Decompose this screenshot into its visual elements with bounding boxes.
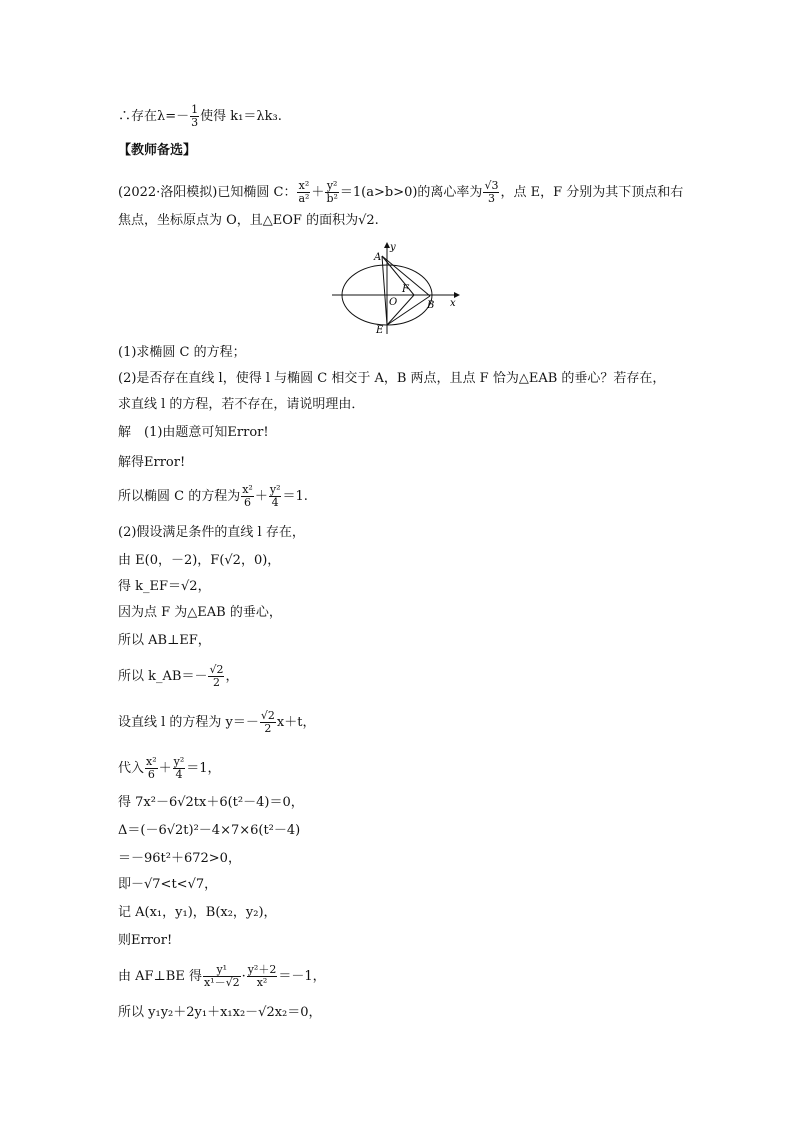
solution-line: (2)假设满足条件的直线 l 存在， <box>118 525 305 540</box>
question-1: (1)求椭圆 C 的方程； <box>118 345 246 360</box>
solution-line-equation: 设直线 l 的方程为 y＝－ $\frac{√2}{2}$ x＋t， <box>118 709 316 735</box>
fraction: $\frac{\text{y¹}}{\text{x¹－√2}}$ <box>203 963 240 989</box>
fraction: $\frac{\text{y²}}{4}$ <box>173 755 185 781</box>
solution-line: 记 A(x₁，y₁)，B(x₂，y₂)， <box>118 905 277 920</box>
solution-line: 即－√7<t<√7， <box>118 877 218 892</box>
solution-line: ＝－96t²＋672>0， <box>118 851 241 866</box>
question-2-line1: (2)是否存在直线 l，使得 l 与椭圆 C 相交于 A，B 两点，且点 F 恰为△EAB 的垂心？若存在， <box>118 371 666 386</box>
segment-ae <box>382 256 387 325</box>
solution-line: 所以 y₁y₂＋2y₁＋x₁x₂－√2x₂＝0， <box>118 1005 322 1020</box>
section-heading: 【教师备选】 <box>118 143 197 158</box>
label-e: E <box>376 325 384 336</box>
ellipse-diagram <box>330 240 462 336</box>
solution-slope-ab: 所以 k_AB＝－ $\frac{√2}{2}$ ， <box>118 663 239 689</box>
fraction: $\frac{√3}{3}$ <box>484 179 499 205</box>
solution-substitute: 代入 $\frac{\text{x²}}{6}$ ＋ $\frac{\text{y²}}{4}$ ＝1， <box>118 755 221 781</box>
fraction: $\frac{√2}{2}$ <box>209 663 224 689</box>
solution-start: 解 (1)由题意可知Error! <box>118 425 269 440</box>
fraction: $\frac{\text{x²}}{6}$ <box>242 483 253 509</box>
label-o: O <box>389 297 398 308</box>
fraction: $\frac{√2}{2}$ <box>260 709 275 735</box>
label-y: y <box>390 242 396 253</box>
label-b: B <box>427 300 435 311</box>
solution-line: Δ＝(－6√2t)²－4×7×6(t²－4) <box>118 823 301 838</box>
solution-line: 由 E(0，－2)，F(√2，0)， <box>118 553 281 568</box>
question-2-line2: 求直线 l 的方程，若不存在，请说明理由． <box>118 397 365 412</box>
solution-line: 所以 AB⊥EF， <box>118 633 211 648</box>
fraction: $\frac{1}{3}$ <box>191 103 199 129</box>
solution-line: 得 7x²－6√2tx＋6(t²－4)＝0， <box>118 795 304 810</box>
fraction: $\frac{\text{x²}}{\text{a²}}$ <box>298 179 310 205</box>
solution-line: 得 k_EF＝√2， <box>118 579 211 594</box>
solution-line: 因为点 F 为△EAB 的垂心， <box>118 605 282 620</box>
fraction: $\frac{\text{y²}}{\text{b²}}$ <box>326 179 338 205</box>
label-x: x <box>450 298 456 309</box>
problem-statement-line1: (2022·洛阳模拟)已知椭圆 C： $\frac{\text{x²}}{\text{a²}}$ ＋ $\frac{\text{y²}}{\text{b²}}$ ＝1(a>b>0)的离心率为 $\frac{√3}{3}$ ，点 E，F 分别为其下顶点和右 <box>118 179 684 205</box>
solution-ellipse-equation: 所以椭圆 C 的方程为 $\frac{\text{x²}}{6}$ ＋ $\frac{\text{y²}}{4}$ ＝1. <box>118 483 308 509</box>
solution-perpendicular: 由 AF⊥BE 得 $\frac{\text{y¹}}{\text{x¹－√2}}$ · $\frac{\text{y²＋2}}{\text{x²}}$ ＝－1， <box>118 963 326 989</box>
label-f: F <box>402 284 409 295</box>
solution-line: 解得Error! <box>118 455 186 470</box>
problem-statement-line2: 焦点，坐标原点为 O，且△EOF 的面积为√2. <box>118 213 379 228</box>
fraction: $\frac{\text{y²}}{4}$ <box>269 483 281 509</box>
label-a: A <box>374 252 382 263</box>
line-conclusion: ∴存在λ=－ $\frac{1}{3}$ 使得 k₁＝λk₃. <box>118 103 282 129</box>
fraction: $\frac{\text{x²}}{6}$ <box>146 755 157 781</box>
solution-line: 则Error! <box>118 933 173 948</box>
fraction: $\frac{\text{y²＋2}}{\text{x²}}$ <box>247 963 277 989</box>
